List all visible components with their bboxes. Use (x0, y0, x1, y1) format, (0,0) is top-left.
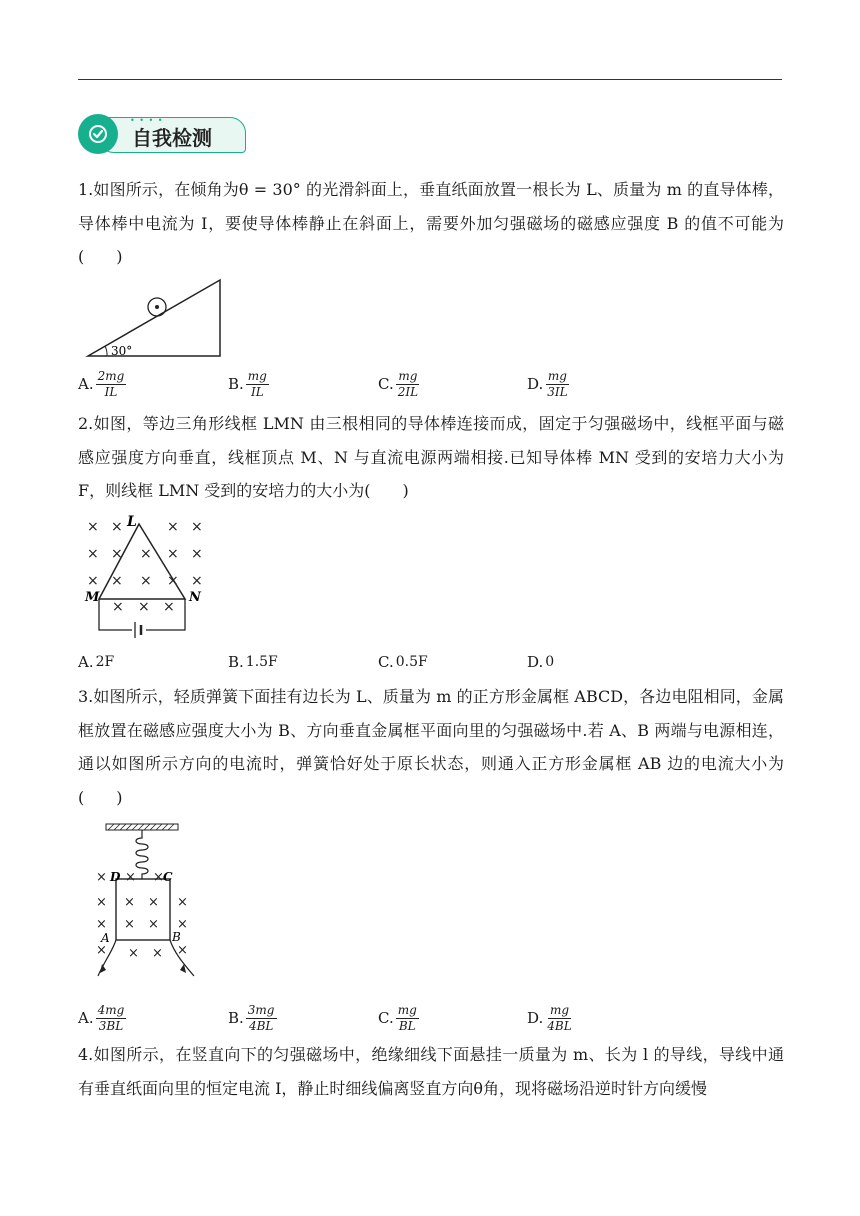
svg-text:×: × (96, 917, 107, 932)
svg-text:×: × (177, 943, 188, 958)
svg-text:×: × (112, 599, 124, 615)
svg-text:×: × (163, 599, 175, 615)
section-badge (78, 113, 246, 155)
option-b[interactable]: B. $\frac{3mg}{4BL}$ (228, 1002, 275, 1033)
section-title: 自我检测 (132, 126, 212, 150)
svg-text:×: × (111, 573, 123, 589)
svg-text:×: × (87, 573, 99, 589)
angle-label: 30° (111, 344, 133, 358)
svg-text:N: N (189, 590, 201, 605)
svg-text:×: × (111, 546, 123, 562)
q1-incline-figure (80, 276, 230, 362)
svg-text:×: × (177, 895, 188, 910)
svg-text:C: C (163, 870, 173, 884)
q2-triangle-figure (82, 510, 212, 640)
option-d[interactable]: D. $\frac{mg}{4BL}$ (527, 1002, 572, 1033)
svg-text:×: × (87, 546, 99, 562)
svg-text:×: × (152, 946, 163, 961)
question-4-text: 4.如图所示，在竖直向下的匀强磁场中，绝缘细线下面悬挂一质量为 m、长为 l 的导线，导线中通有垂直纸面向里的恒定电流 I，静止时细线偏离竖直方向θ角，现将磁场沿逆时针方向缓慢 (78, 1045, 784, 1098)
badge-dots: • • • • (130, 116, 164, 125)
svg-text:A: A (101, 931, 110, 945)
svg-text:×: × (140, 546, 152, 562)
svg-text:×: × (111, 519, 123, 535)
svg-text:M: M (85, 590, 100, 605)
option-b[interactable]: B. 1.5F (228, 653, 278, 671)
svg-text:×: × (124, 895, 135, 910)
svg-text:×: × (138, 599, 150, 615)
spring-icon (136, 830, 148, 879)
option-d[interactable]: D. 0 (527, 653, 555, 671)
svg-text:×: × (96, 943, 107, 958)
svg-text:×: × (191, 519, 203, 535)
svg-text:×: × (148, 895, 159, 910)
svg-text:×: × (128, 946, 139, 961)
svg-text:B: B (172, 930, 181, 944)
option-a[interactable]: A. $\frac{4mg}{3BL}$ (78, 1002, 125, 1033)
svg-text:×: × (148, 917, 159, 932)
option-b[interactable]: B. $\frac{mg}{IL}$ (228, 368, 267, 399)
svg-text:×: × (167, 546, 179, 562)
svg-text:×: × (125, 870, 136, 885)
svg-text:×: × (167, 519, 179, 535)
question-1-options (78, 366, 798, 402)
svg-text:×: × (191, 573, 203, 589)
q3-spring-frame-figure (90, 824, 205, 984)
check-icon (78, 114, 118, 154)
question-1-text: 1.如图所示，在倾角为θ = 30° 的光滑斜面上，垂直纸面放置一根长为 L、质量为 m 的直导体棒，导体棒中电流为 I，要使导体棒静止在斜面上，需要外加匀强磁场的磁感应强度 B 的值不可能为( ) (78, 180, 784, 266)
option-c[interactable]: C. $\frac{mg}{2IL}$ (378, 368, 419, 399)
question-3-options (78, 1000, 798, 1036)
option-c[interactable]: C. $\frac{mg}{BL}$ (378, 1002, 417, 1033)
svg-text:×: × (177, 917, 188, 932)
svg-text:×: × (191, 546, 203, 562)
svg-text:×: × (153, 870, 164, 885)
option-c[interactable]: C. 0.5F (378, 653, 428, 671)
svg-text:×: × (87, 519, 99, 535)
svg-text:×: × (167, 573, 179, 589)
svg-text:×: × (96, 870, 107, 885)
question-2-text: 2.如图，等边三角形线框 LMN 由三根相同的导体棒连接而成，固定于匀强磁场中，线框平面与磁感应强度方向垂直，线框顶点 M、N 与直流电源两端相接.已知导体棒 MN 受到的安培力大小为 F，则线框 LMN 受到的安培力的大小为( ) (78, 414, 784, 500)
question-3-text: 3.如图所示，轻质弹簧下面挂有边长为 L、质量为 m 的正方形金属框 ABCD，各边电阻相同，金属框放置在磁感应强度大小为 B、方向垂直金属框平面向里的匀强磁场中.若 A、B 两端与电源相连，通以如图所示方向的电流时，弹簧恰好处于原长状态，则通入正方形金属框 AB 边的电流大小为( ) (78, 687, 784, 807)
svg-text:×: × (96, 895, 107, 910)
option-a[interactable]: A. $\frac{2mg}{IL}$ (78, 368, 125, 399)
option-a[interactable]: A. 2F (78, 653, 115, 671)
svg-text:L: L (127, 514, 137, 530)
question-2-options (78, 644, 798, 680)
header-rule (78, 79, 782, 80)
option-d[interactable]: D. $\frac{mg}{3IL}$ (527, 368, 568, 399)
svg-text:D: D (110, 870, 121, 884)
svg-text:×: × (140, 573, 152, 589)
svg-text:×: × (124, 917, 135, 932)
